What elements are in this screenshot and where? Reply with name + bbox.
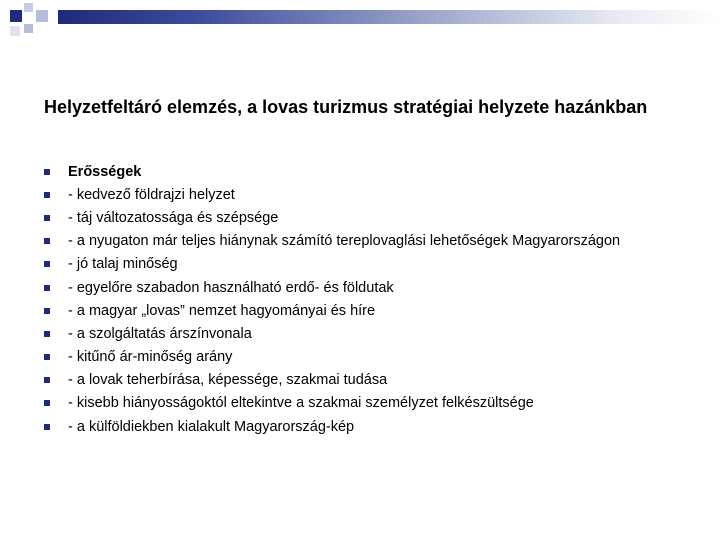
bullet-square-icon — [44, 377, 50, 383]
list-item — [44, 415, 704, 438]
list-item — [44, 206, 704, 229]
bullet-square-icon — [44, 354, 50, 360]
list-item-text: - kedvező földrajzi helyzet — [68, 186, 235, 203]
list-item — [44, 276, 704, 299]
list-item — [44, 253, 704, 276]
bullet-square-icon — [44, 238, 50, 244]
list-item-text: - a lovak teherbírása, képessége, szakmai tudása — [68, 372, 388, 389]
deco-square — [10, 10, 22, 22]
deco-square — [24, 3, 33, 12]
deco-square — [24, 24, 33, 33]
bullet-list — [44, 160, 704, 438]
list-item — [44, 392, 704, 415]
list-item-text: - táj változatossága és szépsége — [68, 209, 279, 226]
bullet-square-icon — [44, 308, 50, 314]
list-item — [44, 369, 704, 392]
list-item-text: - a nyugaton már teljes hiánynak számító tereplovaglási lehetőségek Magyarországon — [68, 233, 621, 250]
list-item — [44, 183, 704, 206]
list-item-text: Erősségek — [68, 163, 142, 180]
list-item — [44, 322, 704, 345]
deco-square — [10, 26, 20, 36]
bullet-square-icon — [44, 285, 50, 291]
list-item — [44, 346, 704, 369]
list-item-text: - a szolgáltatás árszínvonala — [68, 325, 252, 342]
list-item-text: - a külföldiekben kialakult Magyarország-kép — [68, 418, 355, 435]
bullet-square-icon — [44, 169, 50, 175]
list-item-text: - kitűnő ár-minőség arány — [68, 349, 233, 366]
bullet-square-icon — [44, 215, 50, 221]
slide-title: Helyzetfeltáró elemzés, a lovas turizmus stratégiai helyzete hazánkban — [44, 97, 648, 117]
bullet-square-icon — [44, 261, 50, 267]
bullet-square-icon — [44, 192, 50, 198]
section-heading — [44, 160, 704, 183]
list-item — [44, 299, 704, 322]
bullet-square-icon — [44, 331, 50, 337]
list-item-text: - kisebb hiányosságoktól eltekintve a szakmai személyzet felkészültsége — [68, 395, 534, 412]
list-item — [44, 230, 704, 253]
header-gradient-bar — [58, 10, 720, 24]
deco-square — [36, 10, 48, 22]
list-item-text: - a magyar „lovas” nemzet hagyományai és híre — [68, 302, 376, 319]
list-item-text: - jó talaj minőség — [68, 256, 178, 273]
bullet-square-icon — [44, 400, 50, 406]
list-item-text: - egyelőre szabadon használható erdő- és földutak — [68, 279, 394, 296]
bullet-square-icon — [44, 424, 50, 430]
